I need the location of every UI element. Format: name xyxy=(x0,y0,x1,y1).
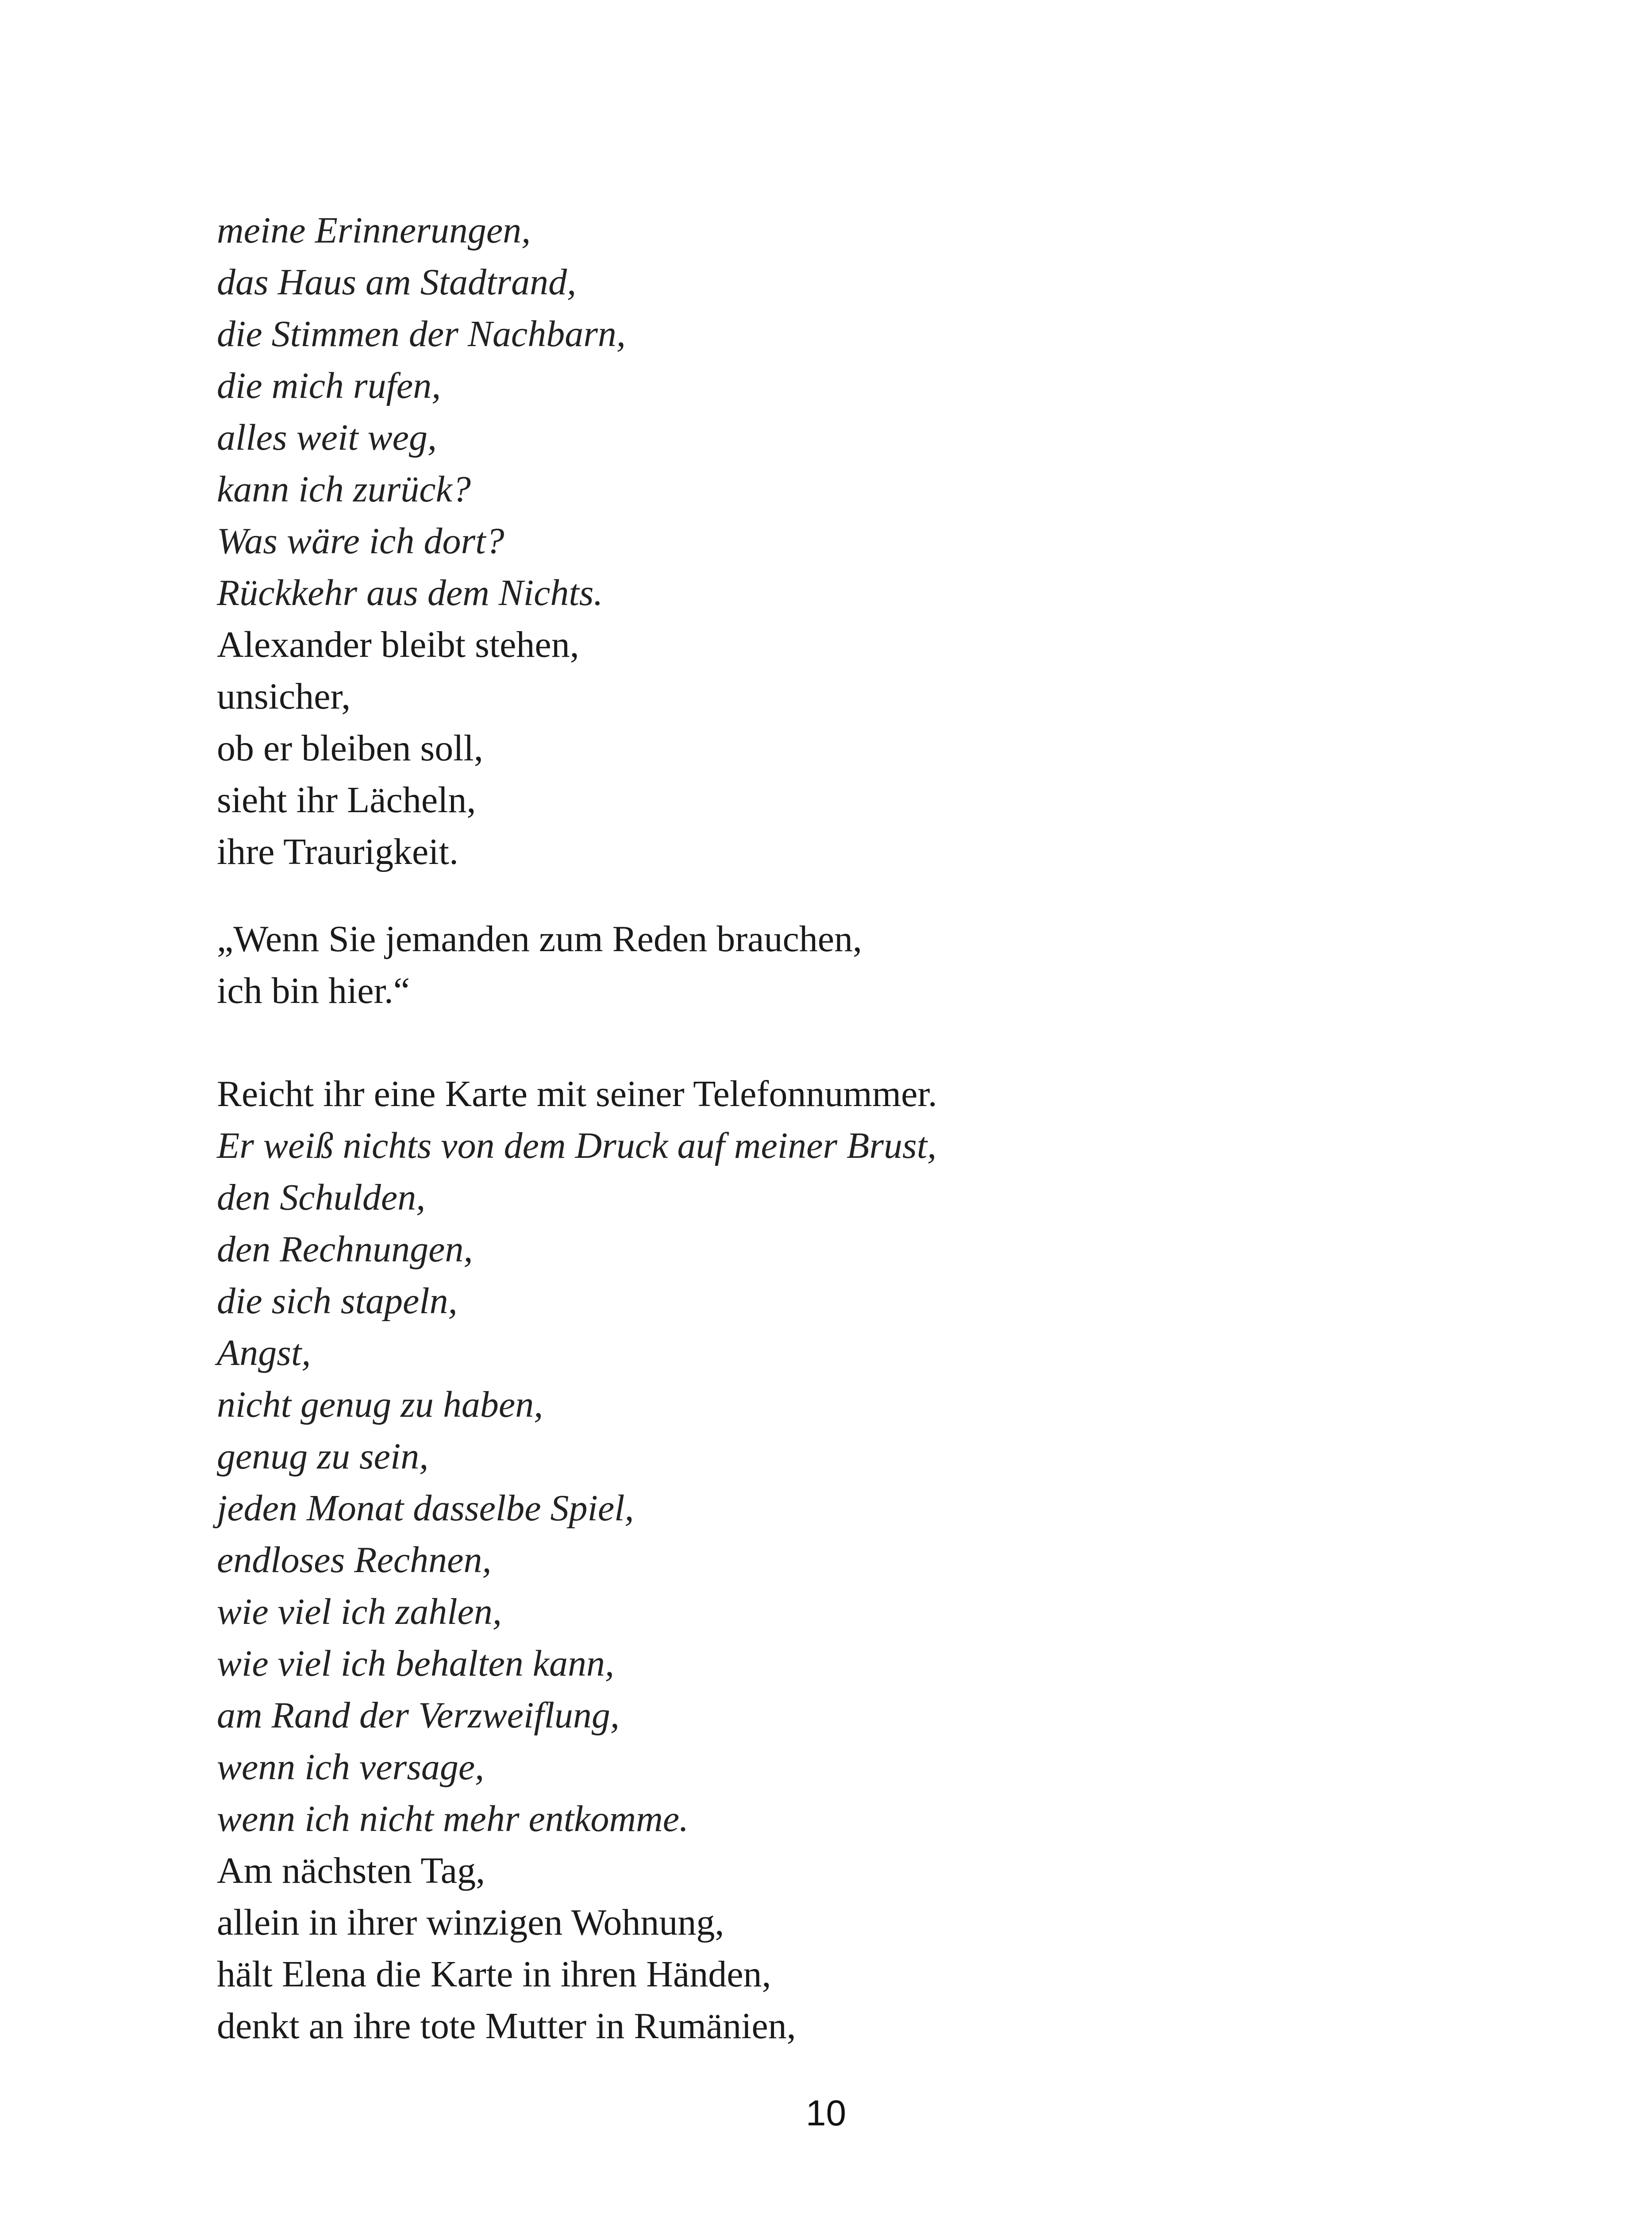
text-line: Er weiß nichts von dem Druck auf meiner Brust, xyxy=(217,1125,937,1166)
text-line: die sich stapeln, xyxy=(217,1280,458,1322)
text-line: alles weit weg, xyxy=(217,417,437,458)
text-line: kann ich zurück? xyxy=(217,469,471,510)
stanza-3 xyxy=(217,1068,1544,2052)
text-line: wie viel ich behalten kann, xyxy=(217,1643,615,1684)
text-line: sieht ihr Lächeln, xyxy=(217,779,476,821)
text-line: nicht genug zu haben, xyxy=(217,1384,543,1425)
text-line: die Stimmen der Nachbarn, xyxy=(217,313,626,355)
text-line: hält Elena die Karte in ihren Händen, xyxy=(217,1954,771,1995)
text-line: allein in ihrer winzigen Wohnung, xyxy=(217,1902,724,1943)
text-line: denkt an ihre tote Mutter in Rumänien, xyxy=(217,2005,796,2047)
text-line: wenn ich versage, xyxy=(217,1746,485,1788)
text-line: Reicht ihr eine Karte mit seiner Telefonnummer. xyxy=(217,1073,937,1114)
text-line: wie viel ich zahlen, xyxy=(217,1591,502,1632)
text-line: endloses Rechnen, xyxy=(217,1539,492,1581)
text-line: ich bin hier.“ xyxy=(217,970,410,1011)
text-line: Am nächsten Tag, xyxy=(217,1850,485,1891)
text-line: das Haus am Stadtrand, xyxy=(217,262,577,303)
text-line: Was wäre ich dort? xyxy=(217,520,504,562)
text-line: Rückkehr aus dem Nichts. xyxy=(217,572,603,613)
text-line: „Wenn Sie jemanden zum Reden brauchen, xyxy=(217,918,863,960)
text-line: ihre Traurigkeit. xyxy=(217,831,458,872)
text-line: am Rand der Verzweiflung, xyxy=(217,1695,620,1736)
text-line: unsicher, xyxy=(217,676,351,717)
text-line: die mich rufen, xyxy=(217,365,441,406)
text-line: den Schulden, xyxy=(217,1177,426,1218)
text-line: den Rechnungen, xyxy=(217,1229,473,1270)
stanza-1 xyxy=(217,204,1544,878)
page-number: 10 xyxy=(805,2093,847,2133)
text-line: ob er bleiben soll, xyxy=(217,728,483,769)
text-line: Angst, xyxy=(217,1332,311,1373)
text-line: Alexander bleibt stehen, xyxy=(217,624,579,665)
text-line: meine Erinnerungen, xyxy=(217,210,531,251)
text-line: genug zu sein, xyxy=(217,1436,429,1477)
text-line: wenn ich nicht mehr entkomme. xyxy=(217,1798,689,1839)
stanza-2 xyxy=(217,913,1544,1017)
text-line: jeden Monat dasselbe Spiel, xyxy=(217,1488,634,1529)
